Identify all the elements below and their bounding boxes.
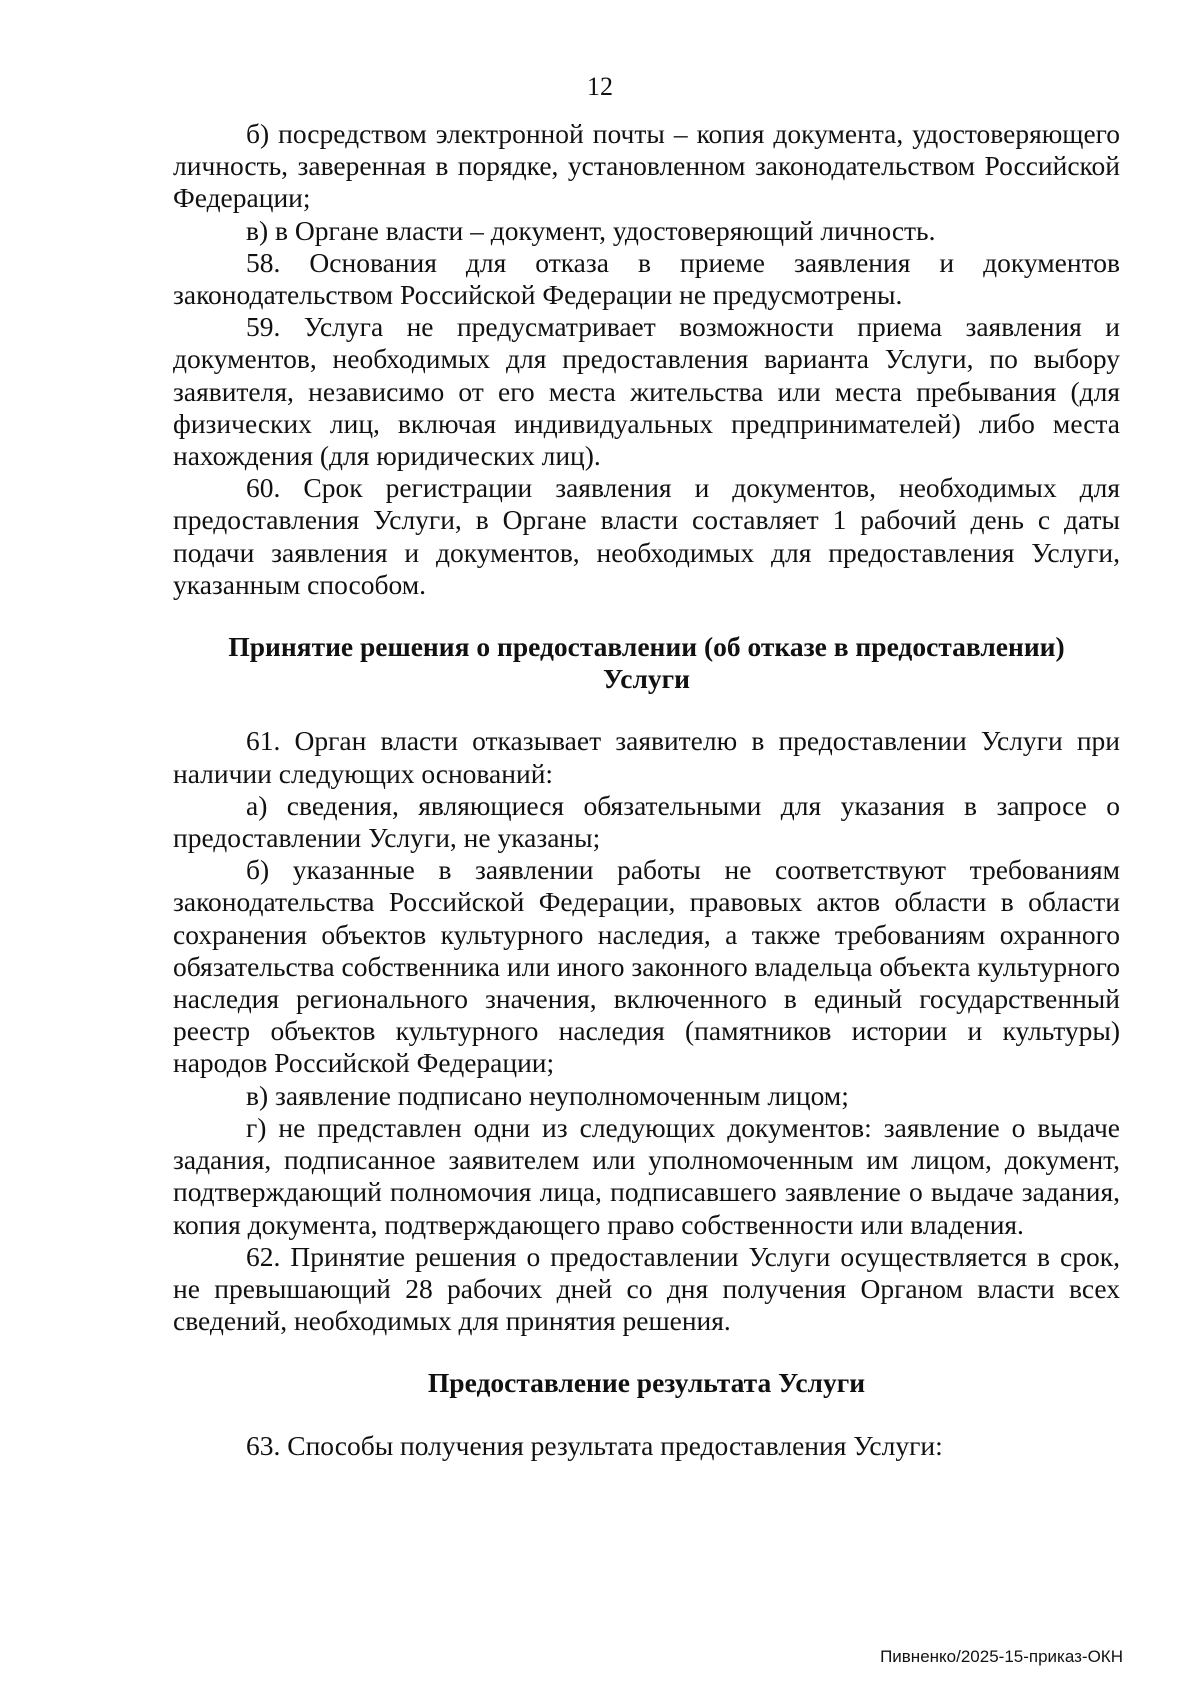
page-number: 12 [587,72,613,101]
paragraph-v-authority: в) в Органе власти – документ, удостоверяющий личность. [246,214,936,246]
spacer [173,1337,1120,1367]
paragraph-b-email: б) посредством электронной почты – копия документа, удостоверяющего личность, заверенная в порядке, установленном законодательством Российской Федерации; [173,118,1120,214]
paragraph-61-g: г) не представлен одни из следующих документов: заявление о выдаче задания, подписанное заявителем или уполномоченным им лицом, документ, подтверждающий полномочия лица, подписавшего заявление о выдаче задания, копия документа, подтверждающего право собственности или владения. [173,1111,1120,1240]
document-footer-reference: Пивненко/2025-15-приказ-ОКН [880,1647,1123,1666]
paragraph-61-a: а) сведения, являющиеся обязательными для указания в запросе о предоставлении Услуги, не указаны; [173,789,1120,854]
paragraph-63: 63. Способы получения результата предоставления Услуги: [246,1429,943,1461]
spacer [173,1400,1120,1430]
paragraph-59: 59. Услуга не предусматривает возможности приема заявления и документов, необходимых для предоставления варианта Услуги, по выбору заявителя, независимо от его места жительства или места пребывания (для физических лиц, включая индивидуальных предпринимателей) либо места нахождения (для юридических лиц). [173,311,1120,472]
paragraph-60: 60. Срок регистрации заявления и документов, необходимых для предоставления Услуги, в Органе власти составляет 1 рабочий день с даты подачи заявления и документов, необходимых для предоставления Услуги, указанным способом. [173,472,1120,600]
paragraph-62: 62. Принятие решения о предоставлении Услуги осуществляется в срок, не превышающий 28 рабочих дней со дня получения Органом власти всех сведений, необходимых для принятия решения. [173,1240,1120,1337]
paragraph-61-b: б) указанные в заявлении работы не соответствуют требованиям законодательства Российской Федерации, правовых актов области в области сохранения объектов культурного наследия, а также требованиям охранного обязательства собственника или иного законного владельца объекта культурного наследия регионального значения, включенного в единый государственный реестр объектов культурного наследия (памятников истории и культуры) народов Российской Федерации; [173,854,1120,1079]
paragraph-58: 58. Основания для отказа в приеме заявления и документов законодательством Российской Федерации не предусмотрены. [173,246,1120,311]
section-heading-decision: Принятие решения о предоставлении (об отказе в предоставлении) Услуги [228,631,1065,695]
document-body [173,118,1120,1462]
spacer [173,695,1120,725]
section-heading-result: Предоставление результата Услуги [427,1367,866,1399]
paragraph-61: 61. Орган власти отказывает заявителю в предоставлении Услуги при наличии следующих оснований: [173,725,1120,789]
spacer [173,601,1120,631]
paragraph-61-v: в) заявление подписано неуполномоченным лицом; [246,1079,849,1111]
